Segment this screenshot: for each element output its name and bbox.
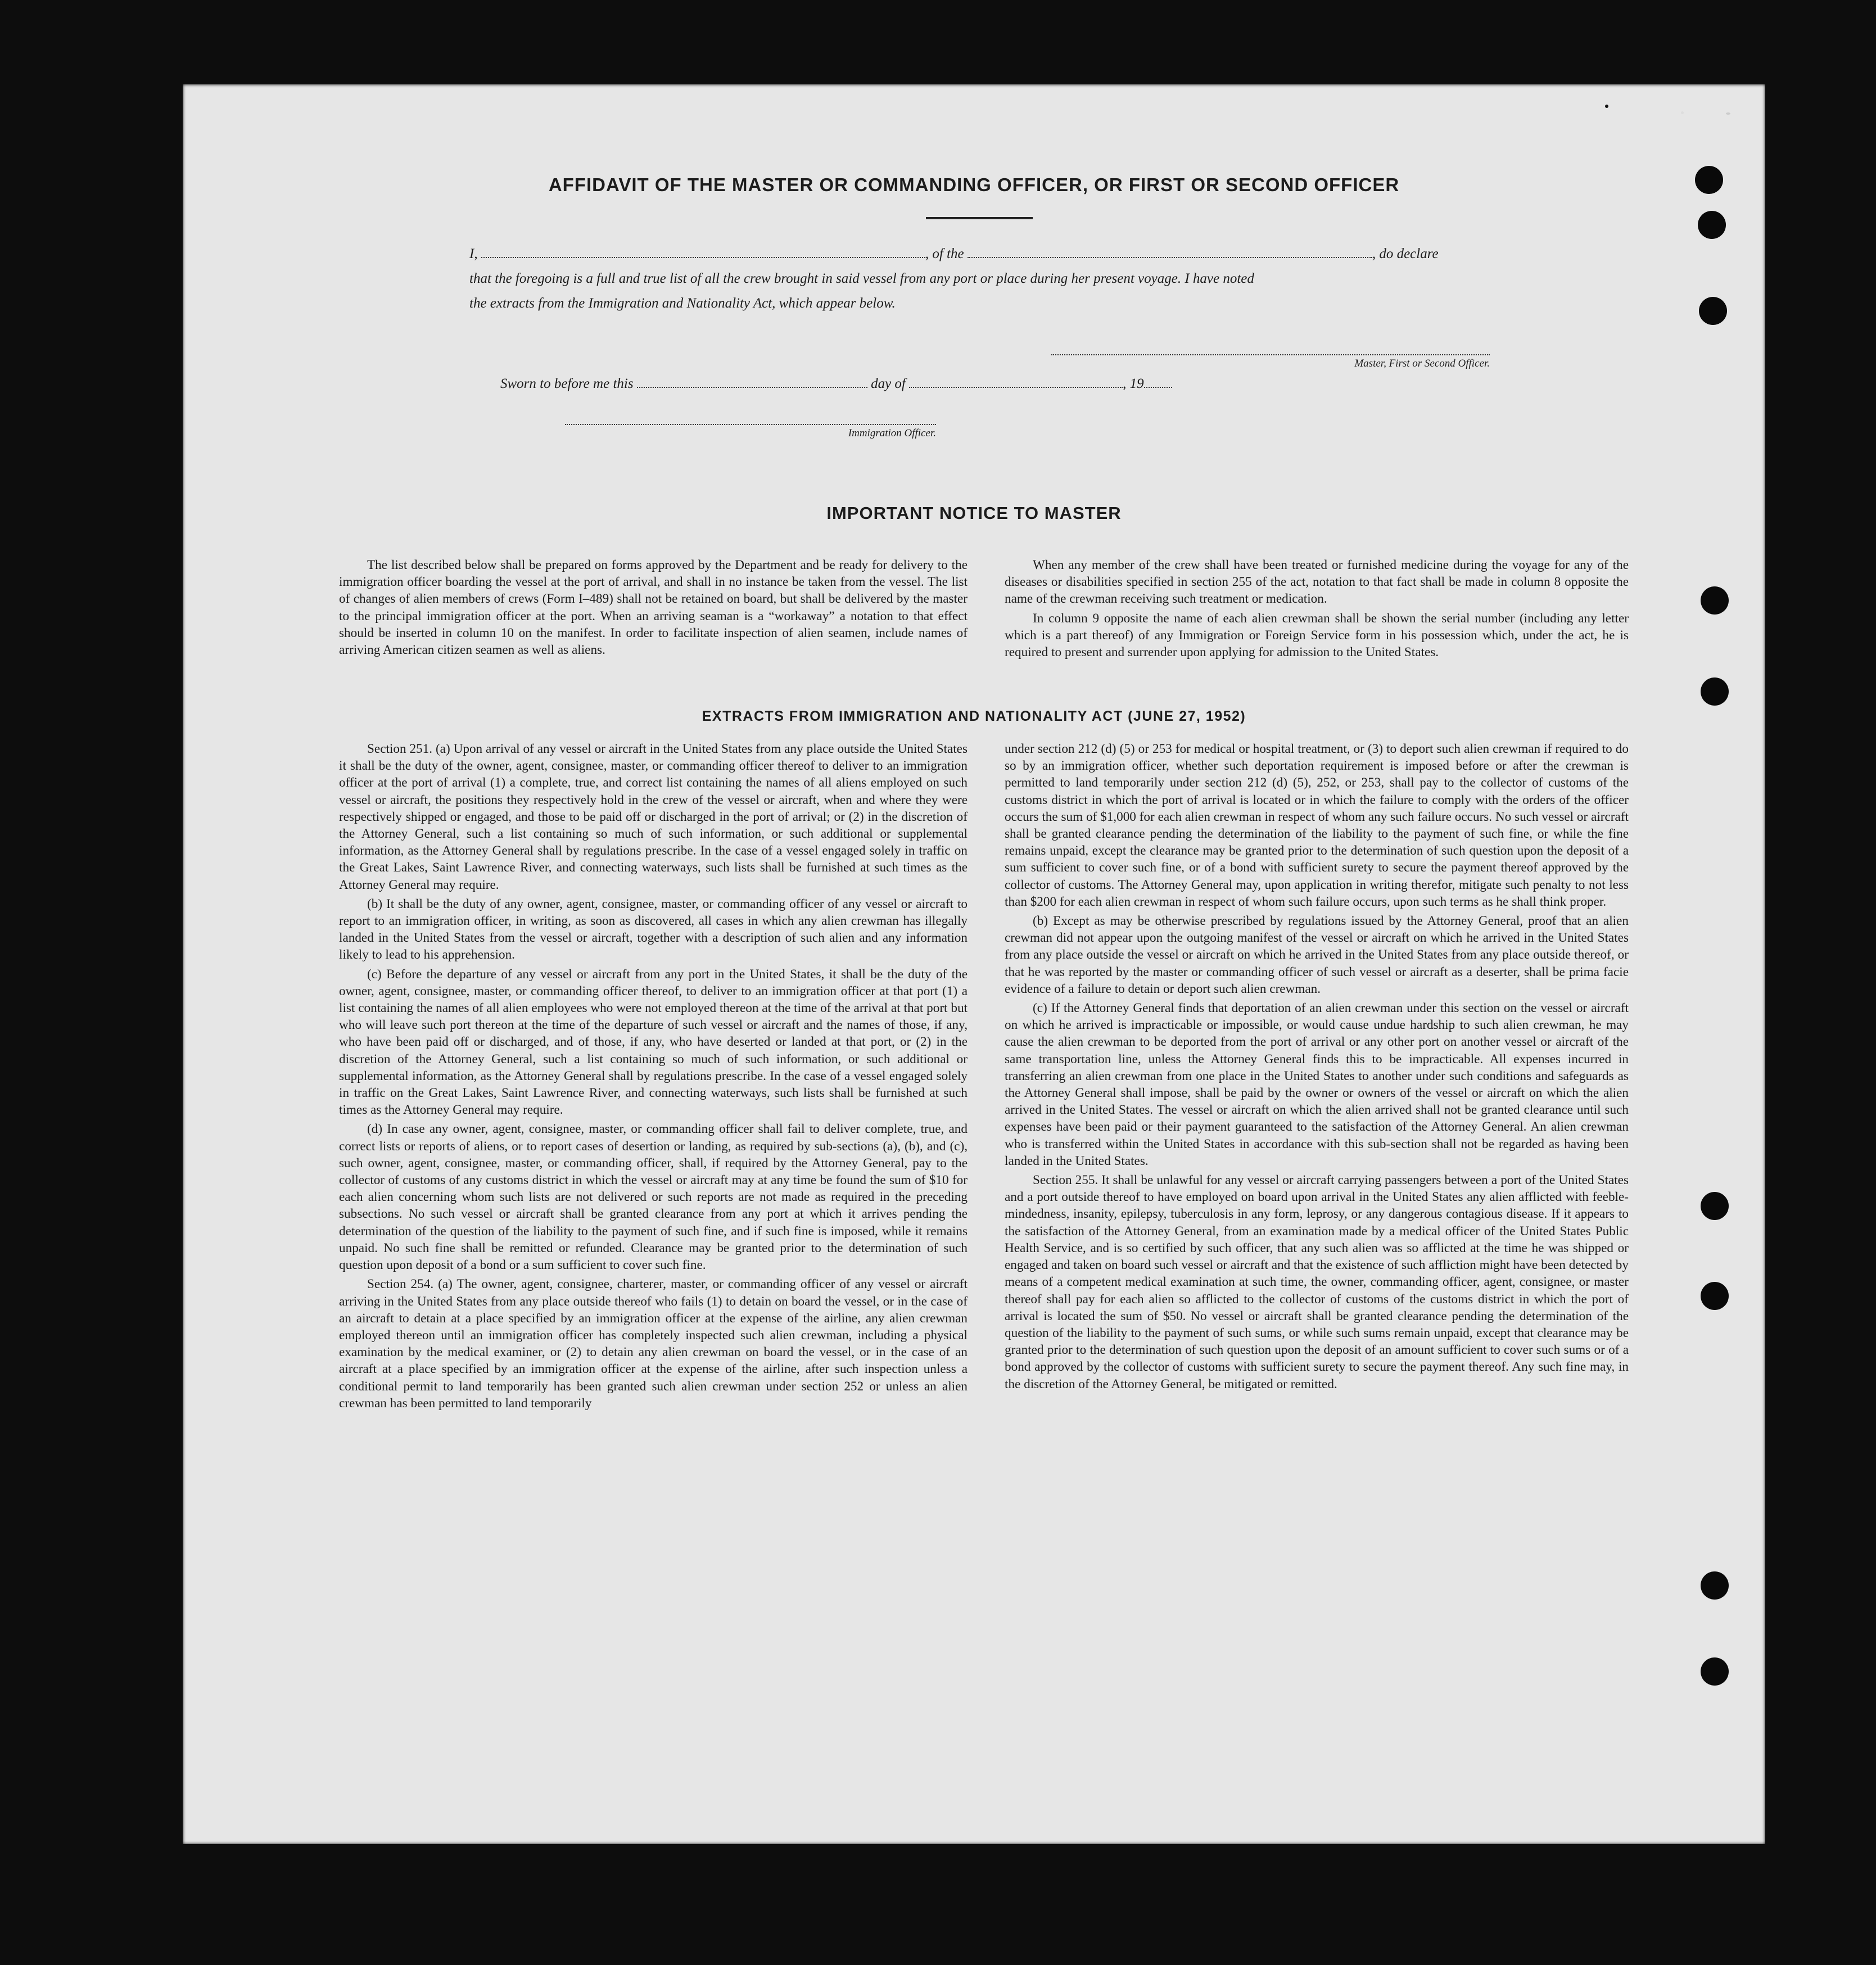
extract-paragraph: Section 254. (a) The owner, agent, consignee, charterer, master, or commanding officer of any vessel or aircraft arriving in the United States from any place outside thereof who fails (1) to detain on board the vessel, or in the case of an aircraft to detain at a place specified by an immigration officer at the expense of the airline, any alien crewman employed thereon until an immigration officer has completely inspected such alien crewman, including a physical examination by the medical examiner, or (2) to detain any alien crewman on board the vessel, or in the case of an aircraft at a place specified by an immigration officer at the expense of the airline, after such inspection unless a conditional permit to land temporarily has been granted such alien crewman under section 252 or unless an alien crewman has been permitted to land temporarily	[339, 1277, 968, 1411]
scan-speck	[1681, 111, 1684, 114]
extract-paragraph: (b) It shall be the duty of any owner, agent, consignee, master, or commanding officer of any vessel or aircraft to report to an immigration officer, in writing, as soon as discovered, all cases in which any alien crewman has illegally landed in the United States from the vessel or aircraft, together with a description of such alien and any information likely to lead to his apprehension.	[339, 896, 968, 963]
title-rule	[926, 217, 1033, 219]
punch-hole	[1701, 677, 1729, 706]
punch-hole	[1701, 1657, 1729, 1686]
notice-left-column	[339, 557, 968, 661]
punch-hole	[1698, 211, 1726, 239]
punch-hole	[1701, 1282, 1729, 1310]
of-the-label: , of the	[925, 246, 964, 261]
notice-right-paragraph-2: In column 9 opposite the name of each alien crewman shall be shown the serial number (including any letter which is a part thereof) of any Immigration or Foreign Service form in his possession which, under the act, he is required to present and surrender upon applying for admission to the United States.	[1005, 611, 1629, 660]
officer-signature-line[interactable]	[565, 424, 936, 440]
document-page	[183, 84, 1765, 1844]
year-label: , 19	[1123, 376, 1144, 391]
extract-paragraph: (d) In case any owner, agent, consignee, master, or commanding officer shall fail to deliver complete, true, and correct lists or reports of aliens, or to report cases of desertion or landing, as required by sub-sections (a), (b), and (c), such owner, agent, consignee, master, or commanding officer, shall, if required by the Attorney General, pay to the collector of customs of any customs district in which the vessel or aircraft may at any time be found the sum of $10 for each alien concerning whom such lists are not delivered or such reports are not made as required in the preceding subsections. No such vessel or aircraft shall be granted clearance from any port at which it arrives pending the determination of the question of the liability to the payment of such fine, and if such fine is imposed, while it remains unpaid. No such fine shall be remitted or refunded. Clearance may be granted prior to the determination of such question upon deposit of a bond or a sum sufficient to cover such fine.	[339, 1122, 968, 1273]
sworn-line	[500, 376, 1172, 392]
punch-hole	[1701, 1571, 1729, 1600]
day-of-label: day of	[871, 376, 906, 391]
extract-paragraph: Section 251. (a) Upon arrival of any vessel or aircraft in the United States from any place outside the United States it shall be the duty of the owner, agent, consignee, master, or commanding officer thereof to deliver to an immigration officer at the port of arrival (1) a complete, true, and correct list containing the names of all aliens employed on such vessel or aircraft, the positions they respectively hold in the crew of the vessel or aircraft, when and where they were respectively shipped or engaged, and those to be paid off or discharged in the port of arrival; or (2) in the discretion of the Attorney General, such a list containing so much of such information, or such additional or supplemental information, as the Attorney General shall by regulations prescribe. In the case of a vessel engaged solely in traffic on the Great Lakes, Saint Lawrence River, and connecting waterways, such lists shall be furnished at such times as the Attorney General may require.	[339, 742, 968, 892]
master-signature-line[interactable]	[1051, 354, 1490, 370]
scan-speck	[1726, 112, 1730, 115]
master-signature-caption: Master, First or Second Officer.	[1354, 358, 1490, 369]
punch-hole	[1699, 297, 1727, 325]
notice-title: IMPORTANT NOTICE TO MASTER	[826, 503, 1122, 523]
statement-line-2: the extracts from the Immigration and Nationality Act, which appear below.	[469, 296, 896, 311]
punch-hole	[1695, 166, 1723, 194]
notice-right-paragraph-1: When any member of the crew shall have been treated or furnished medicine during the voyage for any of the diseases or disabilities specified in section 255 of the act, notation to that fact shall be made in column 8 opposite the name of the crewman receiving such treatment or medication.	[1005, 558, 1629, 607]
officer-signature-caption: Immigration Officer.	[848, 427, 936, 439]
punch-hole	[1701, 586, 1729, 615]
sworn-year-field[interactable]	[1144, 376, 1172, 388]
extract-paragraph: (b) Except as may be otherwise prescribed by regulations issued by the Attorney General, proof that an alien crewman did not appear upon the outgoing manifest of the vessel or aircraft on which he arrived in the United States from any place outside the vessel or aircraft on which he arrived in the United States from any place outside thereof, or that he was reported by the master or commanding officer of such vessel or aircraft as a deserter, shall be prima facie evidence of a failure to detain or deport such alien crewman.	[1005, 914, 1629, 996]
scan-speck	[1605, 105, 1608, 108]
statement-line-1: that the foregoing is a full and true list of all the crew brought in said vessel from any port or place during her present voyage. I have noted	[469, 271, 1254, 286]
punch-hole	[1701, 1192, 1729, 1220]
extracts-title: EXTRACTS FROM IMMIGRATION AND NATIONALITY ACT (JUNE 27, 1952)	[702, 708, 1246, 724]
vessel-field[interactable]	[968, 246, 1372, 258]
notice-right-column	[1005, 557, 1629, 663]
notice-left-paragraph: The list described below shall be prepared on forms approved by the Department and be ready for delivery to the immigration officer boarding the vessel at the port of arrival, and shall in no instance be taken from the vessel. The list of changes of alien members of crews (Form I–489) shall not be retained on board, but shall be delivered by the master to the principal immigration officer at the port. When an arriving seaman is a “workaway” a notation to that effect should be inserted in column 10 on the manifest. In order to facilitate inspection of alien seamen, include names of arriving American citizen seamen as well as aliens.	[339, 558, 968, 658]
name-field[interactable]	[481, 246, 925, 258]
extract-paragraph: (c) Before the departure of any vessel or aircraft from any port in the United States, it shall be the duty of the owner, agent, consignee, master, or commanding officer thereof, to deliver to an immigration officer at that port (1) a list containing the names of all alien employees who were not employed thereon at the time of the arrival at that port but who will leave such port thereon at the time of the departure of such vessel or aircraft and the names of those, if any, who have been paid off or discharged, and of those, if any, who have deserted or landed at that port, or (2) in the discretion of the Attorney General, such a list containing so much of such information, or such additional or supplemental information, as the Attorney General shall by regulations prescribe. In the case of a vessel engaged solely in traffic on the Great Lakes, Saint Lawrence River, and connecting waterways, such lists shall be furnished at such times as the Attorney General may require.	[339, 966, 968, 1118]
extract-paragraph: Section 255. It shall be unlawful for any vessel or aircraft carrying passengers between a port of the United States and a port outside thereof to have employed on board upon arrival in the United States any alien afflicted with feeble-mindedness, insanity, epilepsy, tuberculosis in any form, leprosy, or any dangerous contagious disease. If it appears to the satisfaction of the Attorney General, from an examination made by a medical officer of the United States Public Health Service, and is so certified by such officer, that any such alien was so afflicted at the time he was shipped or engaged and taken on board such vessel or aircraft and that the existence of such affliction might have been detected by means of a competent medical examination at such time, the owner, commanding officer, agent, consignee, or master thereof shall pay for each alien so afflicted to the collector of customs of the customs district in which the port of arrival is located the sum of $50. No vessel or aircraft shall be granted clearance pending the determination of the question of the liability to the payment of such sums, or while such sums remain unpaid, except that clearance may be granted prior to the determination of such question upon the deposit of an amount sufficient to cover such sums or of a bond approved by the collector of customs with sufficient surety to secure the payment thereof. Any such fine may, in the discretion of the Attorney General, be mitigated or remitted.	[1005, 1173, 1629, 1392]
extract-paragraph: (c) If the Attorney General finds that deportation of an alien crewman under this section on the vessel or aircraft on which he arrived is impracticable or impossible, or would cause undue hardship to such alien crewman, he may cause the alien crewman to be deported from the port of arrival or any other port on another vessel or aircraft of the same transportation line, unless the Attorney General finds this to be impracticable. All expenses incurred in transferring an alien crewman from one place in the United States to another under such conditions and safeguards as the Attorney General shall impose, shall be paid by the owner or owners of the vessel or aircraft on which the alien arrived in the United States. The vessel or aircraft on which the alien arrived shall not be granted clearance until such expenses have been paid or their payment guaranteed to the satisfaction of the Attorney General. An alien crewman who is transferred within the United States in accordance with this sub-section shall not be regarded as having been landed in the United States.	[1005, 1001, 1629, 1168]
sworn-day-field[interactable]	[637, 376, 867, 388]
affidavit-title: AFFIDAVIT OF THE MASTER OR COMMANDING OFFICER, OR FIRST OR SECOND OFFICER	[548, 174, 1400, 195]
i-label: I,	[469, 246, 478, 261]
sworn-label: Sworn to before me this	[500, 376, 634, 391]
sworn-month-field[interactable]	[909, 376, 1123, 388]
do-declare-label: , do declare	[1372, 246, 1439, 261]
declaration	[469, 242, 1493, 316]
extracts-left-column	[339, 740, 968, 1414]
extracts-right-column	[1005, 740, 1629, 1395]
extract-paragraph: under section 212 (d) (5) or 253 for medical or hospital treatment, or (3) to deport such alien crewman if required to do so by an immigration officer, whether such deportation requirement is imposed before or after the crewman is permitted to land temporarily under section 212 (d) (5), 252, or 253, shall pay to the collector of customs of the customs district in which the port of arrival is located or in which the failure to comply with the orders of the officer occurs the sum of $1,000 for each alien crewman in respect of whom any such failure occurs. No such vessel or aircraft shall be granted clearance pending the determination of the liability to the payment of such fine, or while the fine remains unpaid, except the clearance may be granted prior to the determination of such question upon the deposit of a sum sufficient to cover such fine, or of a bond with sufficient surety to secure the payment thereof approved by the collector of customs. The Attorney General may, upon application in writing therefor, mitigate such penalty to not less than $200 for each alien crewman in respect of whom such failure occurs, upon such terms as he shall think proper.	[1005, 742, 1629, 909]
